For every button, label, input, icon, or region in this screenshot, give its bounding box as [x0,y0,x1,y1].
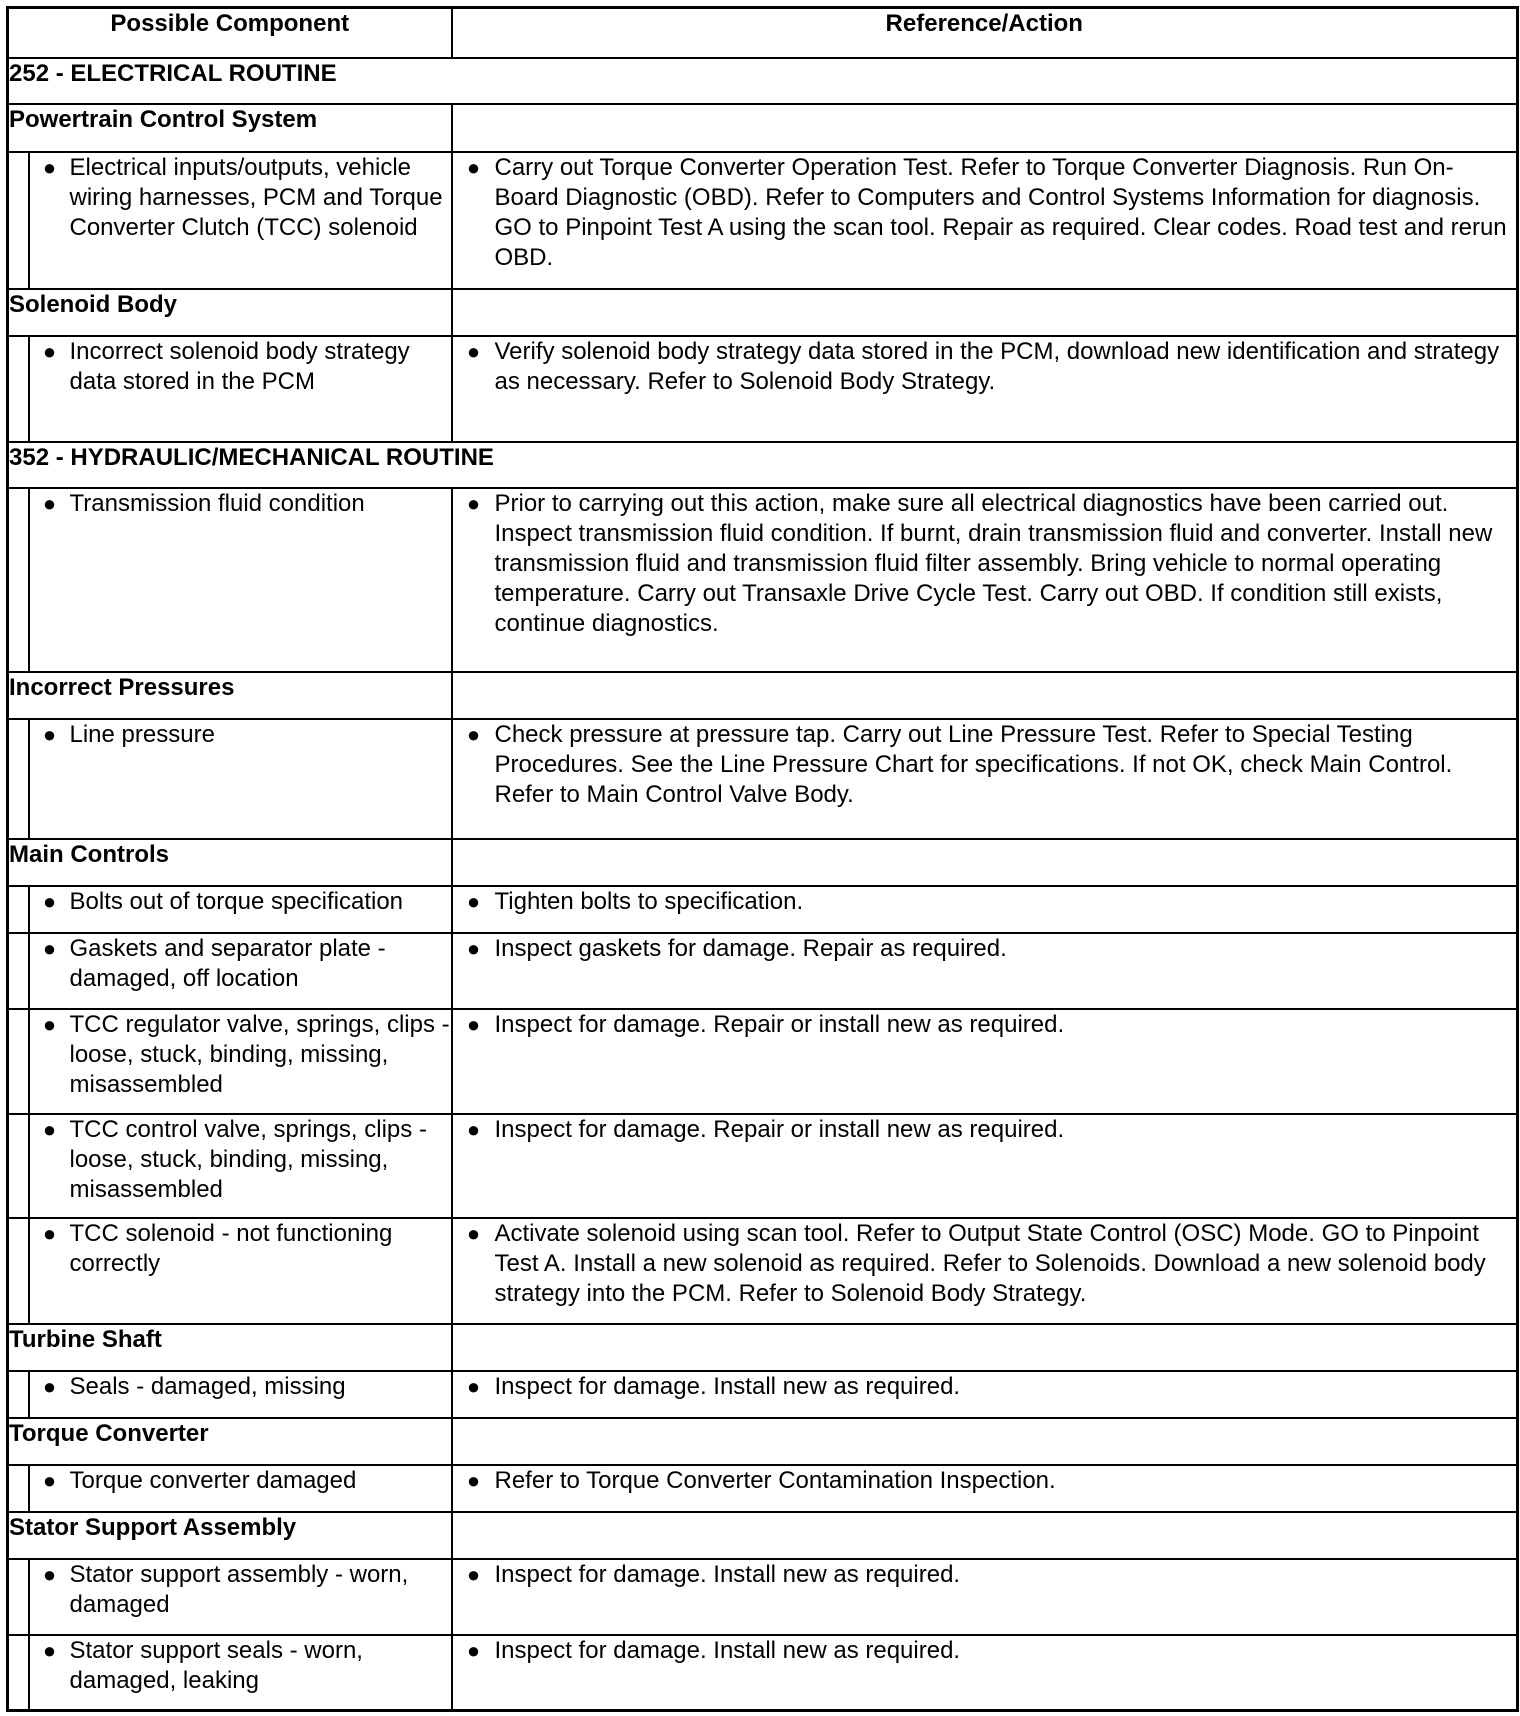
action-text: Check pressure at pressure tap. Carry out Line Pressure Test. Refer to Special Testing Procedures. See the Line Pressure Chart for specifications. If not OK, check Main Control. Refer to Main Control Valve Body. [494,720,1453,808]
section-row [8,442,1518,488]
component-cell [29,1559,452,1635]
bullet-icon: ● [466,1116,481,1142]
action-text: Carry out Torque Converter Operation Test. Refer to Torque Converter Diagnosis. Run On-Board Diagnostic (OBD). Refer to Computers and Control Systems Information for diagnosis. GO to Pinpoint Test A using the scan tool. Repair as required. Clear codes. Road test and rerun OBD. [494,154,1507,272]
component-text: Gaskets and separator plate - damaged, off location [69,935,386,993]
component-text: TCC regulator valve, springs, clips - loose, stuck, binding, missing, misassembled [69,1011,450,1099]
bullet-icon: ● [42,721,57,747]
bullet-icon: ● [42,491,57,517]
column-header-component: Possible Component [8,8,452,59]
action-cell [452,1465,1518,1512]
component-cell [29,152,452,289]
component-text: Stator support seals - worn, damaged, leaking [69,1636,363,1694]
bullet-icon: ● [42,338,57,364]
table-row [8,1114,1518,1219]
bullet-icon: ● [466,936,481,962]
component-cell [29,719,452,840]
component-text: Electrical inputs/outputs, vehicle wiring harnesses, PCM and Torque Converter Clutch (TCC) solenoid [69,154,443,242]
action-cell [452,152,1518,289]
table-row [8,336,1518,443]
component-text: Line pressure [69,720,215,748]
component-cell [29,886,452,933]
action-cell [452,488,1518,672]
component-cell [29,1371,452,1418]
category-row [8,1324,1518,1371]
bullet-icon: ● [42,1373,57,1399]
component-cell [29,488,452,672]
bullet-icon: ● [42,1012,57,1038]
component-cell [29,1218,452,1324]
table-row [8,152,1518,289]
bullet-icon: ● [42,1637,57,1663]
bullet-icon: ● [466,1373,481,1399]
bullet-icon: ● [466,155,481,181]
component-text: Stator support assembly - worn, damaged [69,1560,409,1618]
bullet-icon: ● [42,155,57,181]
action-cell [452,1635,1518,1711]
category-powertrain-control-system: Powertrain Control System [8,104,452,152]
table-row [8,886,1518,933]
component-cell [29,1465,452,1512]
action-text: Prior to carrying out this action, make sure all electrical diagnostics have been carried out. Inspect transmission fluid condition. If burnt, drain transmission fluid and converter. Install new transmission fluid and transmission fluid filter assembly. Bring vehicle to normal operating temperature. Carry out Transaxle Drive Cycle Test. Carry out OBD. If condition still exists, continue diagnostics. [494,490,1493,638]
action-text: Inspect for damage. Repair or install new as required. [494,1011,1065,1039]
section-hydraulic-mechanical-routine: 352 - HYDRAULIC/MECHANICAL ROUTINE [8,442,1518,488]
section-electrical-routine: 252 - ELECTRICAL ROUTINE [8,58,1518,104]
table-row [8,1218,1518,1324]
bullet-icon: ● [42,1561,57,1587]
component-cell [29,1009,452,1114]
category-solenoid-body: Solenoid Body [8,289,452,336]
bullet-icon: ● [466,1467,481,1493]
bullet-icon: ● [466,1637,481,1663]
action-text: Inspect for damage. Install new as required. [494,1372,961,1400]
component-cell [29,933,452,1009]
category-row [8,839,1518,886]
component-text: TCC control valve, springs, clips - loose, stuck, binding, missing, misassembled [69,1115,427,1203]
category-incorrect-pressures: Incorrect Pressures [8,672,452,719]
bullet-icon: ● [466,491,481,517]
category-row [8,672,1518,719]
action-cell [452,1009,1518,1114]
category-row [8,289,1518,336]
table-row [8,933,1518,1009]
bullet-icon: ● [466,1012,481,1038]
category-turbine-shaft: Turbine Shaft [8,1324,452,1371]
bullet-icon: ● [466,889,481,915]
action-text: Activate solenoid using scan tool. Refer to Output State Control (OSC) Mode. GO to Pinpoint Test A. Install a new solenoid as required. Refer to Solenoids. Download a new solenoid body strategy into the PCM. Refer to Solenoid Body Strategy. [494,1220,1486,1308]
bullet-icon: ● [466,338,481,364]
bullet-icon: ● [42,1221,57,1247]
action-text: Inspect for damage. Repair or install new as required. [494,1115,1065,1143]
action-text: Inspect gaskets for damage. Repair as required. [494,935,1007,963]
category-row [8,1418,1518,1465]
category-torque-converter: Torque Converter [8,1418,452,1465]
action-cell [452,886,1518,933]
table-row [8,1635,1518,1711]
table-row [8,1371,1518,1418]
category-row [8,104,1518,152]
diagnostic-table [6,6,1519,1712]
section-row [8,58,1518,104]
component-text: Bolts out of torque specification [69,888,404,916]
action-text: Tighten bolts to specification. [494,888,804,916]
table-row [8,1009,1518,1114]
action-text: Inspect for damage. Install new as required. [494,1560,961,1588]
bullet-icon: ● [466,1221,481,1247]
action-cell [452,1559,1518,1635]
component-text: Incorrect solenoid body strategy data stored in the PCM [69,337,410,395]
component-cell [29,336,452,443]
action-cell [452,336,1518,443]
component-cell [29,1114,452,1219]
action-text: Inspect for damage. Install new as required. [494,1636,961,1664]
component-text: Seals - damaged, missing [69,1372,346,1400]
action-text: Refer to Torque Converter Contamination Inspection. [494,1466,1056,1494]
action-cell [452,719,1518,840]
bullet-icon: ● [42,1467,57,1493]
category-stator-support-assembly: Stator Support Assembly [8,1512,452,1559]
table-row [8,488,1518,672]
component-text: Torque converter damaged [69,1466,357,1494]
action-cell [452,933,1518,1009]
action-text: Verify solenoid body strategy data stored in the PCM, download new identification and strategy as necessary. Refer to Solenoid Body Strategy. [494,337,1500,395]
category-row [8,1512,1518,1559]
action-cell [452,1114,1518,1219]
action-cell [452,1218,1518,1324]
component-text: Transmission fluid condition [69,490,365,518]
component-cell [29,1635,452,1711]
bullet-icon: ● [42,889,57,915]
table-row [8,1465,1518,1512]
action-cell [452,1371,1518,1418]
category-main-controls: Main Controls [8,839,452,886]
table-row [8,1559,1518,1635]
column-header-action: Reference/Action [452,8,1518,59]
bullet-icon: ● [466,1561,481,1587]
table-row [8,719,1518,840]
bullet-icon: ● [42,1116,57,1142]
header-row [8,8,1518,59]
component-text: TCC solenoid - not functioning correctly [69,1220,393,1278]
bullet-icon: ● [42,936,57,962]
bullet-icon: ● [466,721,481,747]
